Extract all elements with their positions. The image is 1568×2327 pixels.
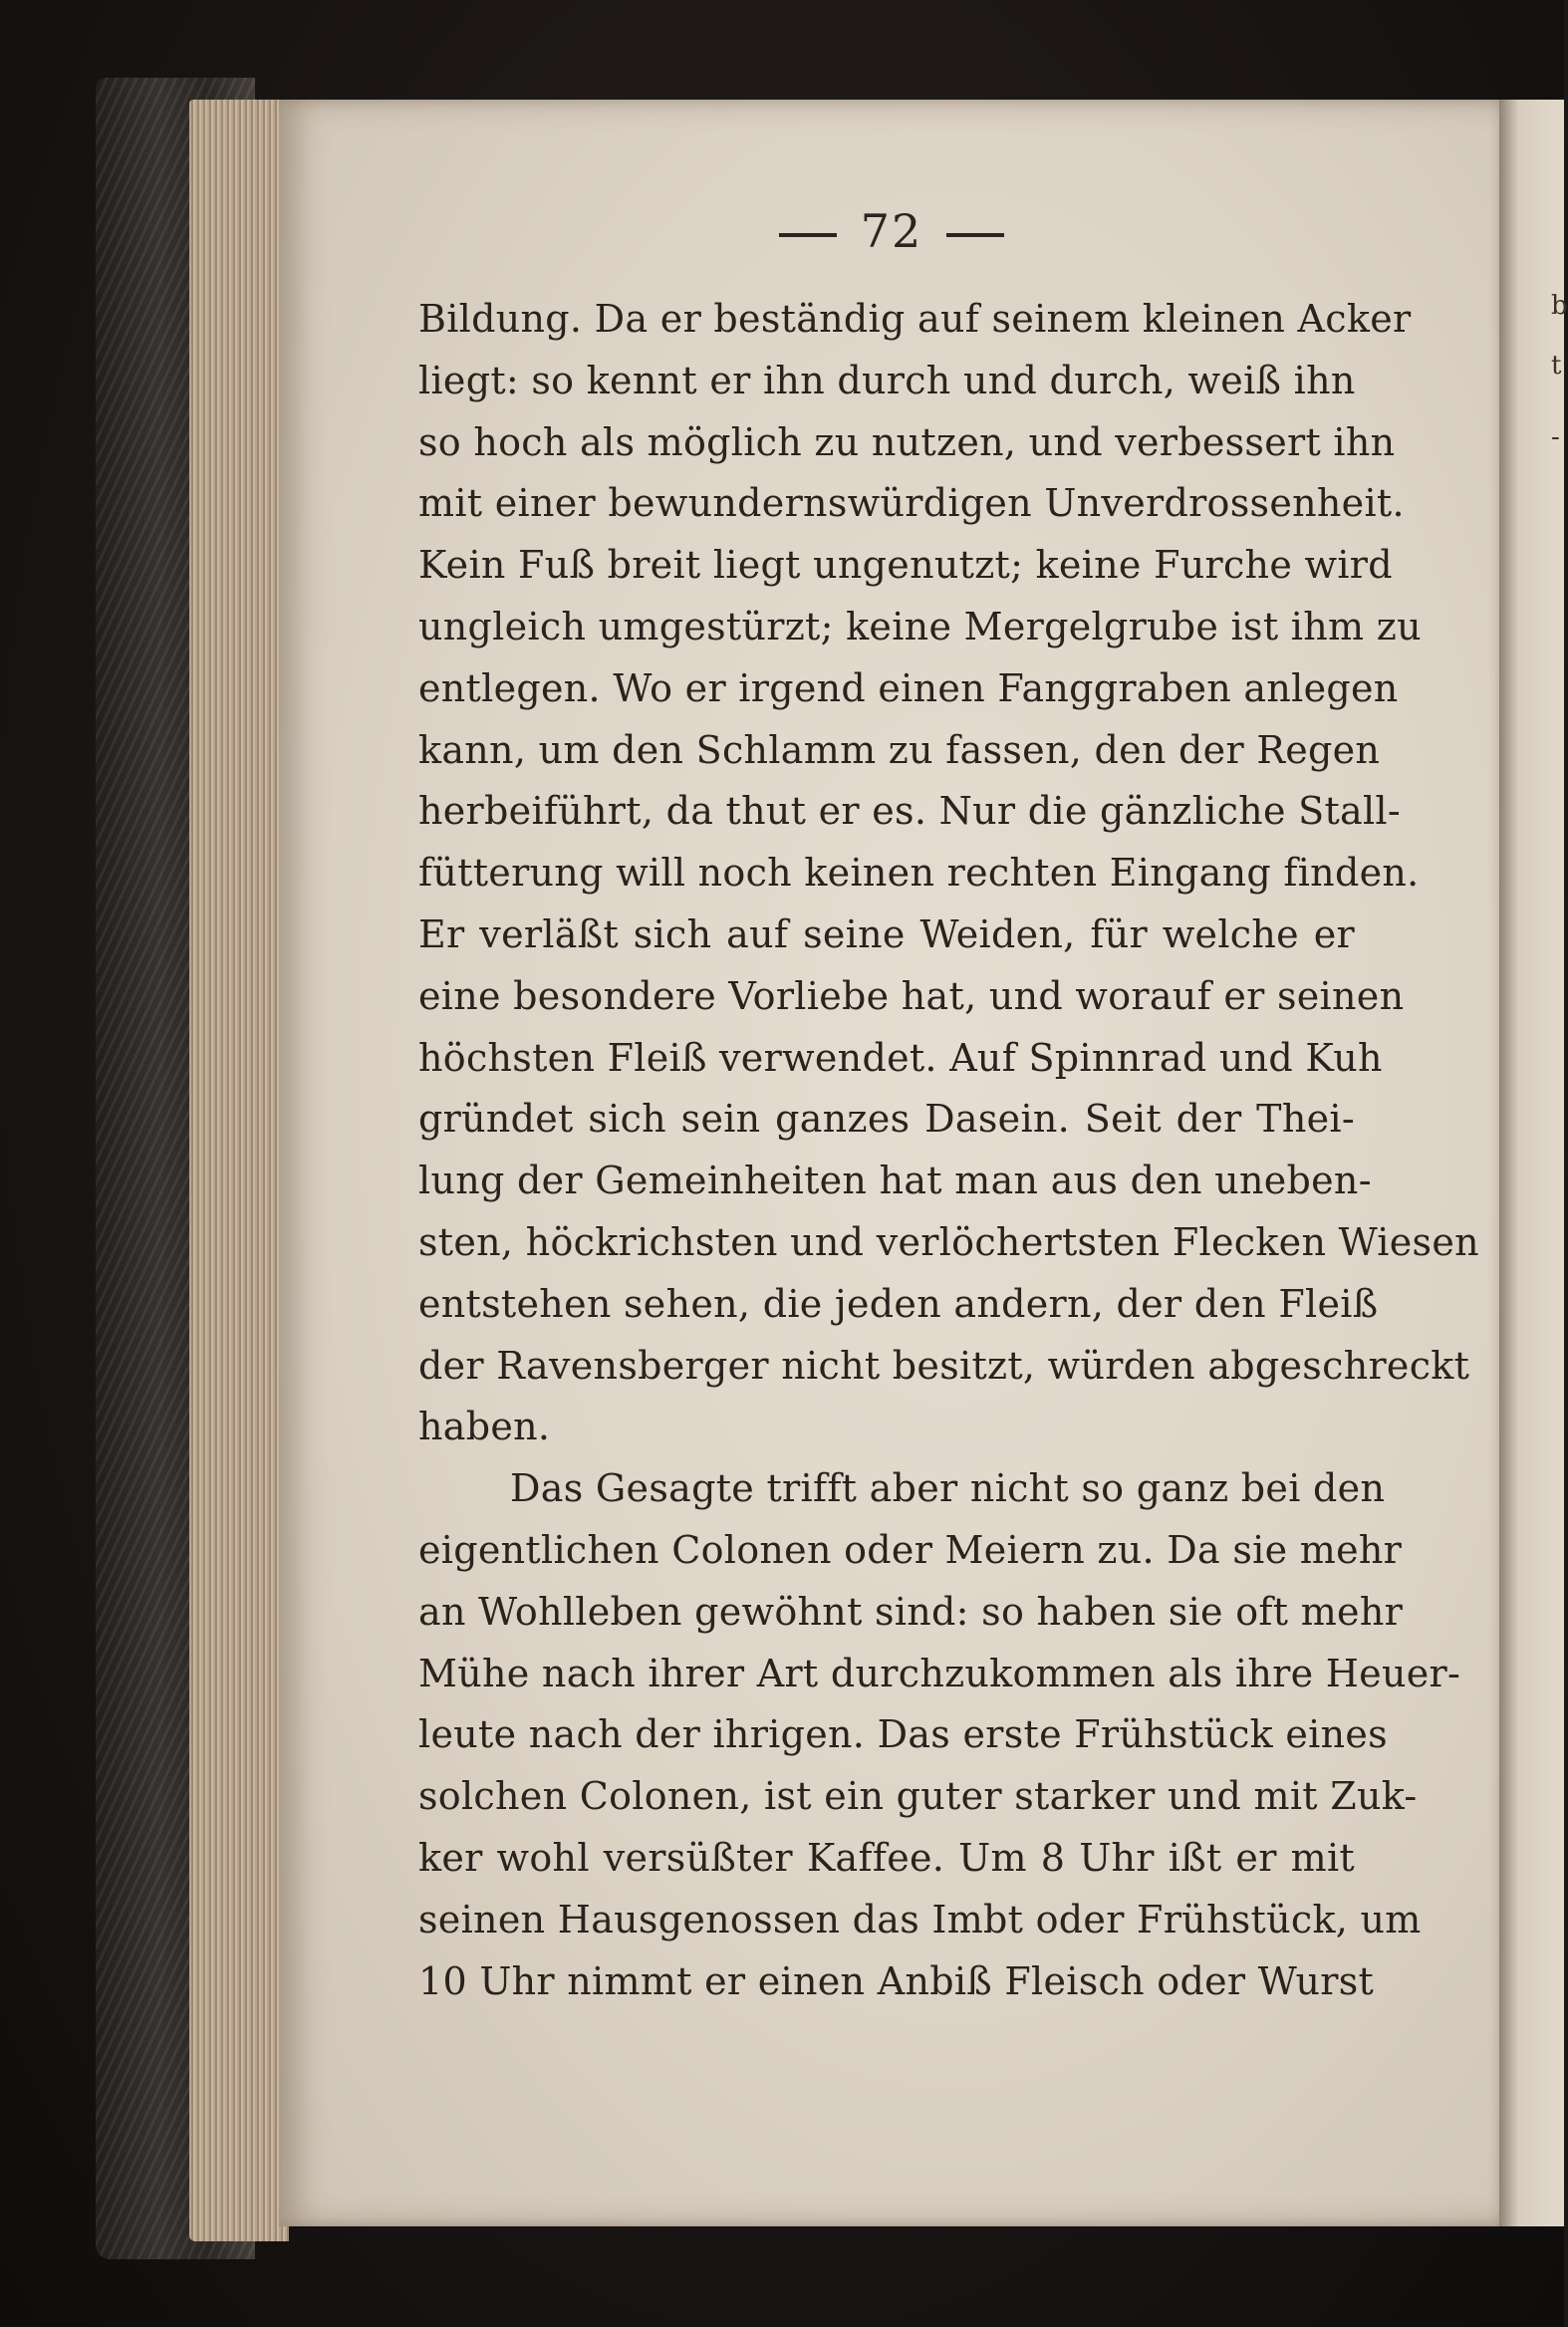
text-line: ker wohl versüßter Kaffee. Um 8 Uhr ißt er mit [418,1835,1355,1880]
header-dash-right [946,233,1004,237]
text-line: Bildung. Da er beständig auf seinem kleinen Acker [418,297,1412,341]
text-line: eine besondere Vorliebe hat, und worauf er seinen [418,973,1405,1018]
text-line: entstehen sehen, die jeden andern, der den Fleiß [418,1281,1379,1326]
text-line: fütterung will noch keinen rechten Eingang finden. [418,851,1420,896]
text-line: gründet sich sein ganzes Dasein. Seit der Thei- [418,1097,1355,1142]
page-header [279,204,1504,264]
header-dash-left [779,233,837,237]
text-line: lung der Gemeinheiten hat man aus den uneben- [418,1159,1372,1203]
text-line: Das Gesagte trifft aber nicht so ganz bei den [510,1466,1386,1511]
text-line: haben. [418,1405,551,1449]
body-text [418,289,1479,2012]
text-line: sten, höckrichsten und verlöchertsten Flecken Wiesen [418,1219,1479,1264]
text-line: kann, um den Schlamm zu fassen, den der Regen [418,727,1381,772]
text-line: so hoch als möglich zu nutzen, und verbessert ihn [418,419,1396,464]
text-line: leute nach der ihrigen. Das erste Frühstück eines [418,1712,1388,1757]
text-line: solchen Colonen, ist ein guter starker und mit Zuk- [418,1774,1418,1819]
facing-page-fragment: - [1551,422,1560,452]
page-number: 72 [860,204,923,258]
text-line: Er verläßt sich auf seine Weiden, für welche er [418,911,1355,956]
text-line: mit einer bewundernswürdigen Unverdrossenheit. [418,481,1405,526]
text-line: der Ravensberger nicht besitzt, würden abgeschreckt [418,1343,1470,1388]
text-line: Kein Fuß breit liegt ungenutzt; keine Furche wird [418,543,1393,588]
facing-page-fragment: b [1551,291,1568,321]
page-edges [189,100,289,2241]
facing-page-fragment: t [1551,351,1562,381]
text-line: liegt: so kennt er ihn durch und durch, weiß ihn [418,358,1356,402]
text-line: höchsten Fleiß verwendet. Auf Spinnrad und Kuh [418,1035,1383,1080]
text-line: an Wohlleben gewöhnt sind: so haben sie oft mehr [418,1589,1404,1634]
text-line: eigentlichen Colonen oder Meiern zu. Da sie mehr [418,1527,1403,1572]
text-line: entlegen. Wo er irgend einen Fanggraben anlegen [418,665,1399,710]
facing-page-edge [1499,100,1564,2226]
text-line: ungleich umgestürzt; keine Mergelgrube ist ihm zu [418,604,1422,648]
text-line: seinen Hausgenossen das Imbt oder Frühstück, um [418,1897,1422,1941]
text-line: 10 Uhr nimmt er einen Anbiß Fleisch oder Wurst [418,1958,1375,2003]
text-line: Mühe nach ihrer Art durchzukommen als ihre Heuer- [418,1651,1461,1695]
text-line: herbeiführt, da thut er es. Nur die gänzliche Stall- [418,789,1402,834]
